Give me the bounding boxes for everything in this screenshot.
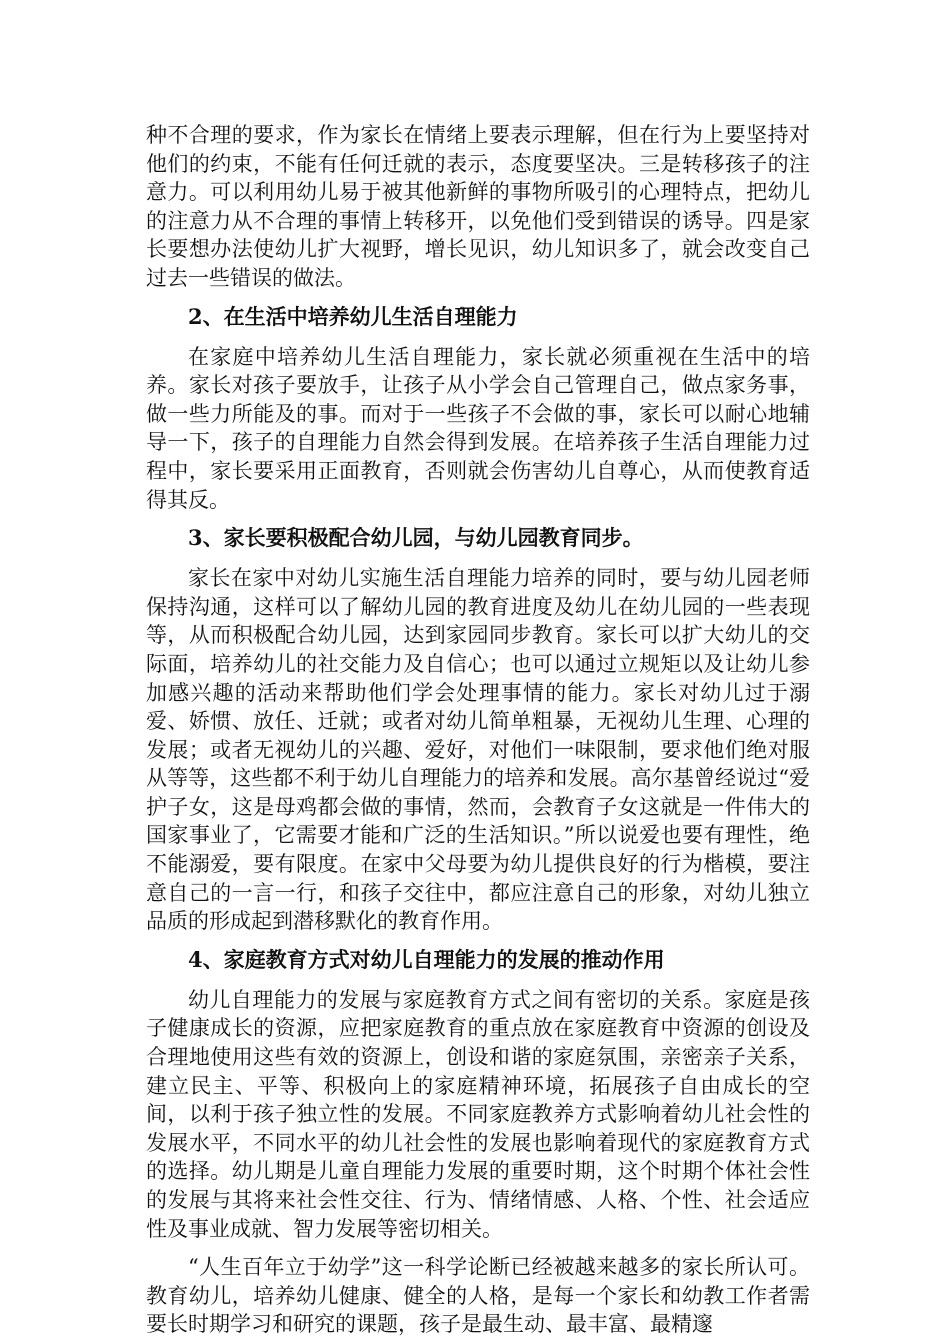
section-heading-3: 3、家长要积极配合幼儿园，与幼儿园教育同步。 [188,525,644,551]
paragraph-section-3: 家长在家中对幼儿实施生活自理能力培养的同时，要与幼儿园老师保持沟通，这样可以了解幼儿园的教育进度及幼儿在幼儿园的一些表现等，从而积极配合幼儿园，达到家园同步教育。家长可以扩大幼儿的交际面，培养幼儿的社交能力及自信心；也可以通过立规矩以及让幼儿参加感兴趣的活动来帮助他们学会处理事情的能力。家长对幼儿过于溺爱、娇惯、放任、迁就；或者对幼儿简单粗暴，无视幼儿生理、心理的发展；或者无视幼儿的兴趣、爱好，对他们一味限制，要求他们绝对服从等等，这些都不利于幼儿自理能力的培养和发展。高尔基曾经说过“爱护子女，这是母鸡都会做的事情，然而，会教育子女这就是一件伟大的国家事业了，它需要才能和广泛的生活知识。”所以说爱也要有理性，绝不能溺爱，要有限度。在家中父母要为幼儿提供良好的行为楷模，要注意自己的一言一行，和孩子交往中，都应注意自己的形象，对幼儿独立品质的形成起到潜移默化的教育作用。 [146,566,810,934]
paragraph-continuation: 种不合理的要求，作为家长在情绪上要表示理解，但在行为上要坚持对他们的约束，不能有任何迁就的表示，态度要坚决。三是转移孩子的注意力。可以利用幼儿易于被其他新鲜的事物所吸引的心理特点，把幼儿的注意力从不合理的事情上转移开，以免他们受到错误的诱导。四是家长要想办法使幼儿扩大视野，增长见识，幼儿知识多了，就会改变自己过去一些错误的做法。 [146,123,810,290]
section-heading-4: 4、家庭教育方式对幼儿自理能力的发展的推动作用 [188,946,665,972]
section-heading-2: 2、在生活中培养幼儿生活自理能力 [188,303,518,329]
paragraph-conclusion: “人生百年立于幼学”这一科学论断已经被越来越多的家长所认可。教育幼儿，培养幼儿健康、健全的人格，是每一个家长和幼教工作者需要长时期学习和研究的课题，孩子是最生动、最丰富、最精邃 [146,1255,810,1337]
document-page [146,121,810,1339]
paragraph-section-4: 幼儿自理能力的发展与家庭教育方式之间有密切的关系。家庭是孩子健康成长的资源，应把家庭教育的重点放在家庭教育中资源的创设及合理地使用这些有效的资源上，创设和谐的家庭氛围，亲密亲子关系，建立民主、平等、积极向上的家庭精神环境，拓展孩子自由成长的空间，以利于孩子独立性的发展。不同家庭教养方式影响着幼儿社会性的发展水平，不同水平的幼儿社会性的发展也影响着现代的家庭教育方式的选择。幼儿期是儿童自理能力发展的重要时期，这个时期个体社会性的发展与其将来社会性交往、行为、情绪情感、人格、个性、社会适应性及事业成就、智力发展等密切相关。 [146,987,810,1241]
paragraph-section-2: 在家庭中培养幼儿生活自理能力，家长就必须重视在生活中的培养。家长对孩子要放手，让孩子从小学会自己管理自己，做点家务事，做一些力所能及的事。而对于一些孩子不会做的事，家长可以耐心地辅导一下，孩子的自理能力自然会得到发展。在培养孩子生活自理能力过程中，家长要采用正面教育，否则就会伤害幼儿自尊心，从而使教育适得其反。 [146,344,810,512]
